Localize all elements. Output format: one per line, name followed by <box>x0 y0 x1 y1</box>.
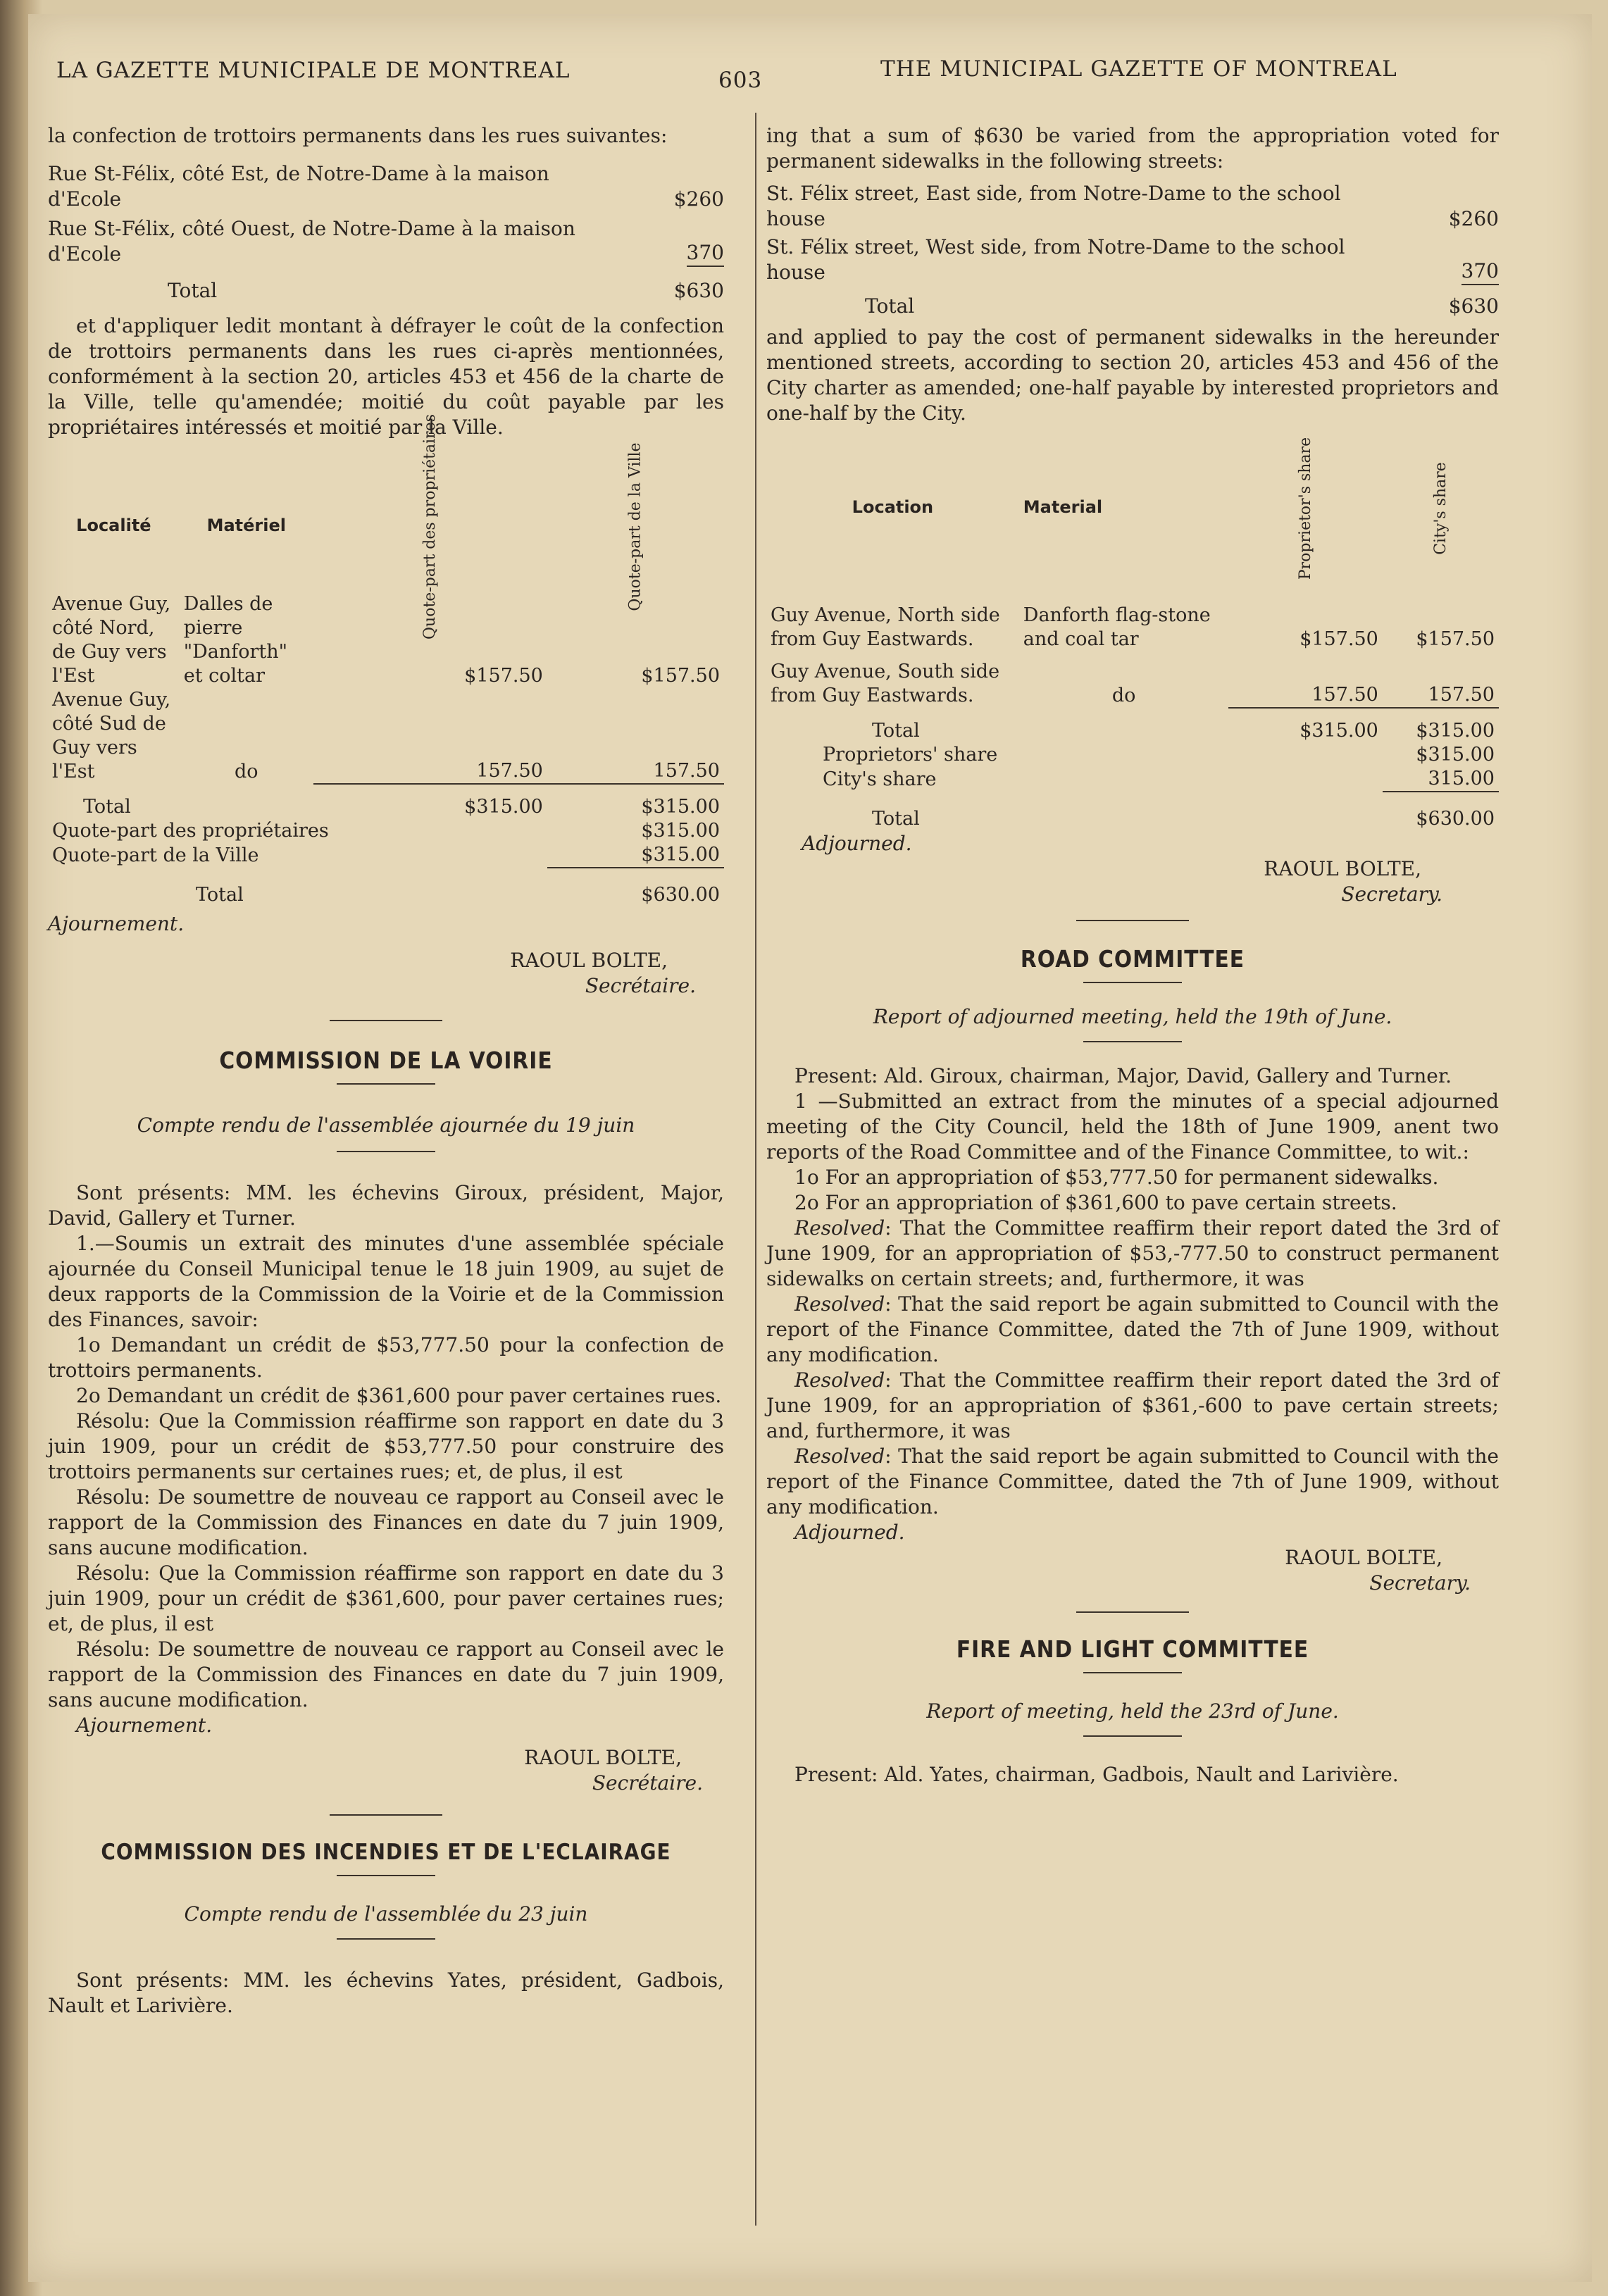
proprietors-share-amount: $315.00 <box>1416 744 1495 766</box>
resolved-label: Resolved <box>794 1445 885 1468</box>
total-label: Total <box>83 796 131 818</box>
grand-total-amount: $630.00 <box>1416 808 1495 830</box>
table-row <box>766 567 1499 651</box>
signature-name: RAOUL BOLTE, <box>510 949 668 972</box>
city-share-amount: 315.00 <box>1383 767 1499 792</box>
section-subtitle: Report of adjourned meeting, held the 19th of June. <box>873 1005 1392 1028</box>
section-title-road: ROAD COMMITTEE <box>1020 945 1245 973</box>
attendance: Sont présents: MM. les échevins Yates, président, Gadbois, Nault et Larivière. <box>48 1969 724 2017</box>
street-item-amount: 370 <box>1461 258 1499 285</box>
street-item <box>48 216 724 267</box>
minutes-paragraph: 1o Demandant un crédit de $53,777.50 pour la confection de trottoirs permanents. <box>48 1333 724 1382</box>
table-row <box>48 592 724 688</box>
row-city-share: $157.50 <box>1416 628 1495 650</box>
total-city: $315.00 <box>1416 720 1495 742</box>
city-share-label: Quote-part de la Ville <box>52 844 259 866</box>
appropriation-paragraph: and applied to pay the cost of permanent sidewalks in the hereunder mentioned streets, according to section 20, articles 453 and 456 of the City charter as amended; one-half payable by interested proprietors and one-half by the City. <box>766 325 1499 425</box>
total-label: Total <box>168 279 218 302</box>
resolution: Résolu: De soumettre de nouveau ce rapport au Conseil avec le rapport de la Commission des Finances en date du 7 juin 1909, sans aucune modification. <box>48 1485 724 1559</box>
resolution <box>766 1368 1499 1444</box>
grand-total-amount: $630.00 <box>641 884 720 906</box>
row-location: Guy Avenue, North side from Guy Eastwards. <box>771 604 1000 650</box>
appropriation-paragraph: et d'appliquer ledit montant à défrayer le coût de la confection de trottoirs permanents dans les rues ci-après mentionnées, conformément à la section 20, articles 453 et 456 de la charte de la Ville, telle qu'amendée; moitié du coût payable par les propriétaires intéressés et moitié par la Ville. <box>48 314 724 439</box>
street-total <box>766 294 1499 319</box>
road-body <box>766 1063 1499 1596</box>
resolution <box>766 1216 1499 1292</box>
row-proprietors-share: $157.50 <box>464 665 543 687</box>
section-subtitle: Compte rendu de l'assemblée du 23 juin <box>184 1902 588 1926</box>
resolution-text: : That the said report be again submitted to Council with the report of the Finance Committee, dated the 7th of June 1909, without any modification. <box>766 1445 1499 1518</box>
section-divider <box>1076 1611 1189 1613</box>
row-material: do <box>1111 685 1136 706</box>
row-material: do <box>234 761 258 782</box>
resolution-text: : That the Committee reaffirm their report dated the 3rd of June 1909, for an appropriation of $361,-600 to pave certain streets; and, furthermore, it was <box>766 1368 1499 1442</box>
subtitle-rule <box>1083 1735 1182 1737</box>
minutes-paragraph: 1.—Soumis un extrait des minutes d'une assemblée spéciale ajournée du Conseil Municipal tenue le 18 juin 1909, au sujet de deux rapports de la Commission de la Voirie et de la Commission des Finances, savoir: <box>48 1232 724 1331</box>
grand-total-row <box>48 868 724 907</box>
city-share-row <box>766 767 1499 792</box>
street-item-amount: $260 <box>1448 207 1499 230</box>
page-number: 603 <box>718 68 763 93</box>
attendance: Present: Ald. Yates, chairman, Gadbois, Nault and Larivière. <box>794 1763 1399 1786</box>
minutes-paragraph: 2o Demandant un crédit de $361,600 pour paver certaines rues. <box>76 1384 722 1407</box>
voirie-body <box>48 1180 724 1796</box>
total-city: $315.00 <box>641 796 720 818</box>
grand-total-label: Total <box>872 808 920 830</box>
proprietors-share-row <box>48 819 724 843</box>
total-label: Total <box>872 720 920 742</box>
english-column <box>766 123 1499 1787</box>
proprietors-share-label: Proprietors' share <box>823 744 998 766</box>
sidewalk-cost-table <box>766 437 1499 831</box>
minutes-paragraph: 2o For an appropriation of $361,600 to pave certain streets. <box>794 1191 1397 1214</box>
total-proprietors: $315.00 <box>464 796 543 818</box>
col-header-city-share: Quote-part de la Ville <box>626 442 644 611</box>
row-material: Dalles de pierre "Danforth" et coltar <box>183 593 288 687</box>
page-header <box>49 51 1557 93</box>
proprietors-share-row <box>766 743 1499 767</box>
street-list <box>48 161 724 304</box>
row-location: Guy Avenue, South side from Guy Eastwards. <box>771 661 1000 706</box>
street-list <box>766 181 1499 319</box>
resolved-label: Resolved <box>794 1368 885 1392</box>
street-item <box>48 161 724 212</box>
grand-total-row <box>766 792 1499 831</box>
resolution: Résolu: De soumettre de nouveau ce rapport au Conseil avec le rapport de la Commission des Finances en date du 7 juin 1909, sans aucune modification. <box>48 1637 724 1711</box>
table-total-row <box>766 708 1499 743</box>
resolution-text: : That the Committee reaffirm their report dated the 3rd of June 1909, for an appropriation of $53,-777.50 to construct permanent sidewalks on certain streets; and, furthermore, it was <box>766 1216 1499 1290</box>
street-item-text: St. Félix street, West side, from Notre-Dame to the school house <box>766 235 1345 284</box>
city-share-row <box>48 843 724 868</box>
city-share-label: City's share <box>823 768 937 790</box>
resolved-label: Resolved <box>794 1292 885 1316</box>
sidewalk-cost-table <box>48 414 724 907</box>
row-proprietors-share: $157.50 <box>1300 628 1378 650</box>
col-header-city-share: City's share <box>1431 462 1450 555</box>
col-header-material: Matériel <box>206 516 286 535</box>
header-french-title: LA GAZETTE MUNICIPALE DE MONTREAL <box>56 58 571 83</box>
section-subtitle: Compte rendu de l'assemblée ajournée du 19 juin <box>137 1113 635 1137</box>
proprietors-share-label: Quote-part des propriétaires <box>52 820 329 842</box>
signature-name: RAOUL BOLTE, <box>1285 1546 1442 1569</box>
intro-paragraph: la confection de trottoirs permanents dans les rues suivantes: <box>48 124 668 147</box>
col-header-proprietors-share: Quote-part des propriétaires <box>420 414 439 639</box>
street-item <box>766 181 1499 232</box>
row-city-share: 157.50 <box>1383 651 1499 708</box>
signature-title: Secretary. <box>1369 1571 1471 1595</box>
minutes-paragraph: 1 —Submitted an extract from the minutes of a special adjourned meeting of the City Council, held the 18th of June 1909, anent two reports of the Road Committee and of the Finance Committee, to wit.: <box>766 1090 1499 1163</box>
resolution <box>766 1292 1499 1368</box>
section-title-fire: FIRE AND LIGHT COMMITTEE <box>956 1635 1309 1663</box>
adjournment: Ajournement. <box>48 912 185 935</box>
city-share-amount: $315.00 <box>547 843 724 868</box>
table-total-row <box>48 784 724 819</box>
col-header-proprietors-share: Proprietor's share <box>1296 437 1314 580</box>
title-rule <box>1083 982 1182 983</box>
total-proprietors: $315.00 <box>1300 720 1378 742</box>
resolution: Résolu: Que la Commission réaffirme son rapport en date du 3 juin 1909, pour un crédit de $361,600, pour paver certaines rues; et, de plus, il est <box>48 1561 724 1635</box>
french-column <box>48 123 724 2019</box>
row-city-share: $157.50 <box>641 665 720 687</box>
street-item-amount: 370 <box>687 240 724 267</box>
adjournment: Adjourned. <box>802 832 912 855</box>
signature-title: Secretary. <box>1341 882 1442 906</box>
adjournment: Adjourned. <box>794 1521 905 1544</box>
street-item-text: Rue St-Félix, côté Est, de Notre-Dame à la maison d'Ecole <box>48 162 549 211</box>
total-amount: $630 <box>1448 294 1499 318</box>
table-row <box>48 688 724 784</box>
subtitle-rule <box>1083 1041 1182 1042</box>
subtitle-rule <box>337 1151 435 1152</box>
subtitle-rule <box>337 1938 435 1940</box>
signature-title: Secrétaire. <box>592 1771 703 1795</box>
col-header-location: Localité <box>76 516 151 535</box>
title-rule <box>337 1083 435 1085</box>
section-subtitle: Report of meeting, held the 23rd of June. <box>926 1699 1339 1723</box>
signature-name: RAOUL BOLTE, <box>1264 857 1421 880</box>
section-title-incendies: COMMISSION DES INCENDIES ET DE L'ECLAIRAGE <box>101 1840 671 1865</box>
signature-name: RAOUL BOLTE, <box>524 1746 682 1769</box>
row-proprietors-share: 157.50 <box>313 688 547 784</box>
section-divider <box>1076 920 1189 921</box>
row-city-share: 157.50 <box>547 688 724 784</box>
attendance: Sont présents: MM. les échevins Giroux, président, Major, David, Gallery et Turner. <box>48 1181 724 1230</box>
proprietors-share-amount: $315.00 <box>641 820 720 842</box>
row-location: Avenue Guy, côté Nord, de Guy vers l'Est <box>52 593 171 687</box>
table-row <box>766 651 1499 708</box>
column-divider <box>755 113 756 2226</box>
col-header-location: Location <box>852 497 934 517</box>
attendance: Present: Ald. Giroux, chairman, Major, David, Gallery and Turner. <box>794 1064 1452 1087</box>
resolution: Résolu: Que la Commission réaffirme son rapport en date du 3 juin 1909, pour un crédit de $53,777.50 pour construire des trottoirs permanents sur certaines rues; et, de plus, il est <box>48 1409 724 1483</box>
intro-paragraph: ing that a sum of $630 be varied from the appropriation voted for permanent sidewalks in the following streets: <box>766 124 1499 173</box>
street-item-text: Rue St-Félix, côté Ouest, de Notre-Dame à la maison d'Ecole <box>48 217 575 266</box>
resolved-label: Resolved <box>794 1216 885 1240</box>
street-item <box>766 235 1499 285</box>
street-item-amount: $260 <box>673 187 724 211</box>
street-item-text: St. Félix street, East side, from Notre-Dame to the school house <box>766 182 1341 230</box>
title-rule <box>1083 1672 1182 1673</box>
section-divider <box>330 1814 442 1816</box>
minutes-paragraph: 1o For an appropriation of $53,777.50 for permanent sidewalks. <box>794 1166 1439 1189</box>
signature-title: Secrétaire. <box>585 974 696 997</box>
total-label: Total <box>865 294 915 318</box>
row-material: Danforth flag-stone and coal tar <box>1023 604 1211 650</box>
header-english-title: THE MUNICIPAL GAZETTE OF MONTREAL <box>880 56 1397 82</box>
adjournment: Ajournement. <box>76 1714 213 1737</box>
section-divider <box>330 1020 442 1021</box>
row-proprietors-share: 157.50 <box>1228 651 1382 708</box>
title-rule <box>337 1875 435 1876</box>
resolution-text: : That the said report be again submitted to Council with the report of the Finance Committee, dated the 7th of June 1909, without any modification. <box>766 1292 1499 1366</box>
col-header-material: Material <box>1023 497 1103 517</box>
section-title-voirie: COMMISSION DE LA VOIRIE <box>219 1047 553 1074</box>
street-total <box>48 278 724 304</box>
total-amount: $630 <box>673 279 724 302</box>
grand-total-label: Total <box>196 884 244 906</box>
resolution <box>766 1444 1499 1520</box>
row-location: Avenue Guy, côté Sud de Guy vers l'Est <box>52 689 171 782</box>
